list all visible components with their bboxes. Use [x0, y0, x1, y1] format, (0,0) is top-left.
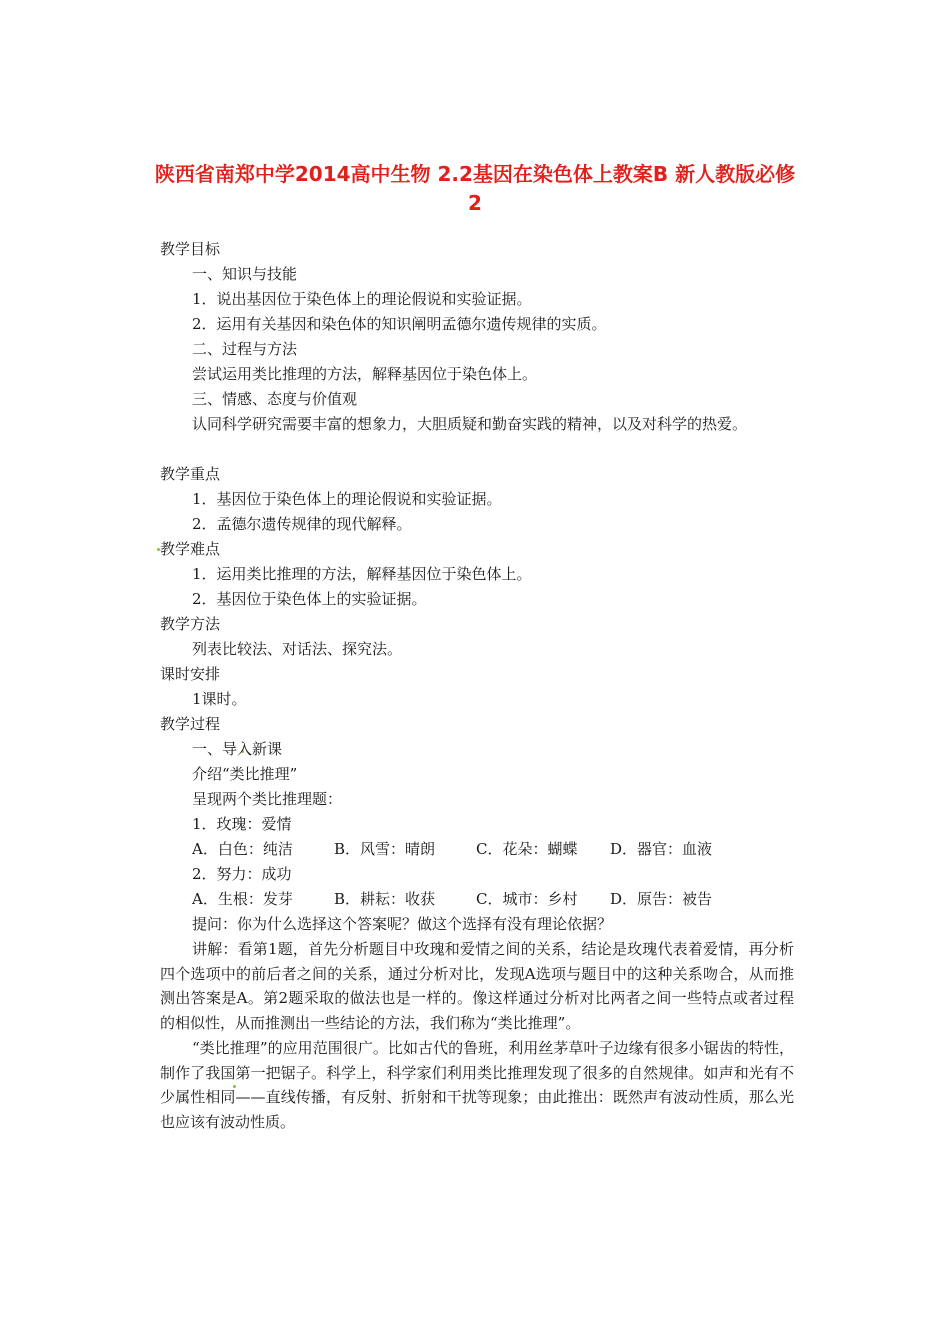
question-1: 1．玫瑰：爱情 [192, 815, 292, 833]
subheading-knowledge: 一、知识与技能 [192, 265, 298, 283]
process-line: 呈现两个类比推理题： [192, 790, 343, 808]
option-d: D．原告：被告 [610, 890, 713, 908]
option-d: D．器官：血液 [610, 840, 713, 858]
goal-paragraph: 认同科学研究需要丰富的想象力，大胆质疑和勤奋实践的精神，以及对科学的热爱。 [192, 415, 748, 433]
question-2-options [192, 889, 712, 909]
option-a: A．白色：纯洁 [192, 840, 293, 858]
explanation-paragraph: 讲解：看第1题，首先分析题目中玫瑰和爱情之间的关系，结论是玫瑰代表着爱情，再分析四个选项中的前后者之间的关系，通过分析对比，发现A选项与题目中的这种关系吻合，从而推测出答案是A。第2题采取的做法也是一样的。像这样通过分析对比两者之间一些特点或者过程的相似性，从而推测出一些结论的方法，我们称为“类比推理”。 [160, 940, 794, 1032]
schedule-text: 1课时。 [192, 690, 247, 708]
subheading-emotion: 三、情感、态度与价值观 [192, 390, 358, 408]
document-title: 陕西省南郑中学2014高中生物 2.2基因在染色体上教案B 新人教版必修2 [154, 162, 796, 215]
question-1-options [192, 839, 712, 859]
subheading-intro: 一、导入新课 [192, 740, 283, 758]
analogy-paragraph: “类比推理”的应用范围很广。比如古代的鲁班，利用丝茅草叶子边缘有很多小锯齿的特性，制作了我国第一把锯子。科学上，科学家们利用类比推理发现了很多的自然规律。如声和光有不少属性相同——直线传播，有反射、折射和干扰等现象；由此推出：既然声有波动性质，那么光也应该有波动性质。 [160, 1039, 794, 1131]
goal-item: 1．说出基因位于染色体上的理论假说和实验证据。 [192, 290, 532, 308]
question-prompt: 提问：你为什么选择这个答案呢？做这个选择有没有理论依据？ [192, 915, 613, 933]
methods-text: 列表比较法、对话法、探究法。 [192, 640, 403, 658]
difficulty-item: 2．基因位于染色体上的实验证据。 [192, 590, 427, 608]
difficulty-item: 1．运用类比推理的方法，解释基因位于染色体上。 [192, 565, 532, 583]
goal-item: 尝试运用类比推理的方法，解释基因位于染色体上。 [192, 365, 538, 383]
process-line: 介绍“类比推理” [192, 765, 298, 783]
option-a: A．生根：发芽 [192, 890, 293, 908]
question-2: 2．努力：成功 [192, 865, 292, 883]
section-heading-key-points: 教学重点 [160, 465, 221, 483]
section-heading-schedule: 课时安排 [160, 665, 221, 683]
section-heading-difficulties: 教学难点 [160, 540, 221, 558]
option-b: B．耕耘：收获 [334, 890, 436, 908]
section-heading-methods: 教学方法 [160, 615, 221, 633]
section-heading-goals: 教学目标 [160, 240, 221, 258]
option-c: C．城市：乡村 [476, 890, 578, 908]
section-heading-process: 教学过程 [160, 715, 221, 733]
subheading-process: 二、过程与方法 [192, 340, 298, 358]
key-point-item: 1．基因位于染色体上的理论假说和实验证据。 [192, 490, 502, 508]
option-c: C．花朵：蝴蝶 [476, 840, 578, 858]
goal-item: 2．运用有关基因和染色体的知识阐明孟德尔遗传规律的实质。 [192, 315, 607, 333]
option-b: B．风雪：晴朗 [334, 840, 436, 858]
key-point-item: 2．孟德尔遗传规律的现代解释。 [192, 515, 412, 533]
